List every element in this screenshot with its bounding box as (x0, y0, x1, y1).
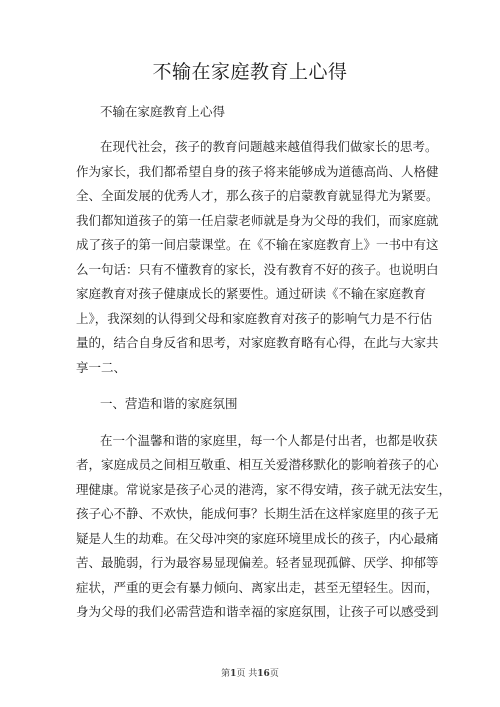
paragraph-gap (76, 383, 436, 395)
paragraph-line: 成了孩子的第一间启蒙课堂。在《不输在家庭教育上》一书中有这 (76, 237, 439, 252)
paragraph-line: 疑是人生的劫难。在父母冲突的家庭环境里成长的孩子，内心最痛 (76, 530, 439, 546)
document-title: 不输在家庭教育上心得 (152, 61, 348, 83)
paragraph-line: 全、全面发展的优秀人才，那么孩子的启蒙教育就显得尤为紧要。 (76, 188, 439, 203)
page-footer (0, 668, 500, 680)
paragraph-line: 我们都知道孩子的第一任启蒙老师就是身为父母的我们，而家庭就 (76, 212, 439, 228)
footer-page-number: 1 (230, 669, 237, 679)
paragraph-line: 在一个温馨和谐的家庭里，每一个人都是付出者，也都是收获 (100, 432, 438, 448)
paragraph-line: 者，家庭成员之间相互敬重、相互关爱潜移默化的影响着孩子的心 (76, 457, 439, 472)
paragraph-line: 家庭教育对孩子健康成长的紧要性。通过研读《不输在家庭教育 (76, 286, 427, 301)
paragraph-line: 症状，严重的更会有暴力倾向、离家出走，甚至无望轻生。因而， (76, 579, 439, 595)
document-subtitle: 不输在家庭教育上心得 (100, 104, 226, 119)
paragraph-line: 作为家长，我们都希望自身的孩子将来能够成为道德高尚、人格健 (76, 163, 439, 179)
paragraph-line: 理健康。常说家是孩子心灵的港湾，家不得安靖，孩子就无法安生， (76, 481, 452, 497)
footer-middle: 页 共 (236, 669, 258, 679)
paragraph-line: 孩子心不静、不欢快，能成何事？长期生活在这样家庭里的孩子无 (76, 506, 439, 521)
paragraph-gap (76, 420, 436, 432)
paragraph-line: 在现代社会，孩子的教育问题越来越值得我们做家长的思考。 (100, 139, 438, 154)
document-body (76, 138, 452, 628)
paragraph-line: 享一二、 (76, 359, 127, 375)
paragraph-line: 苦、最脆弱，行为最容易显现偏差。轻者显现孤僻、厌学、抑郁等 (76, 555, 439, 570)
footer-suffix: 页 (269, 669, 279, 679)
paragraph-line: 么一句话：只有不懂教育的家长，没有教育不好的孩子。也说明白 (76, 261, 439, 277)
paragraph-line: 上》，我深刻的认得到父母和家庭教育对孩子的影响气力是不行估 (76, 310, 433, 326)
section-heading: 一、营造和谐的家庭氛围 (100, 396, 238, 411)
paragraph-line: 身为父母的我们必需营造和谐幸福的家庭氛围，让孩子可以感受到 (76, 604, 439, 619)
footer-total-pages: 16 (257, 669, 270, 679)
footer-prefix: 第 (221, 669, 231, 679)
paragraph-line: 量的，结合自身反省和思考，对家庭教育略有心得，在此与大家共 (76, 335, 439, 350)
